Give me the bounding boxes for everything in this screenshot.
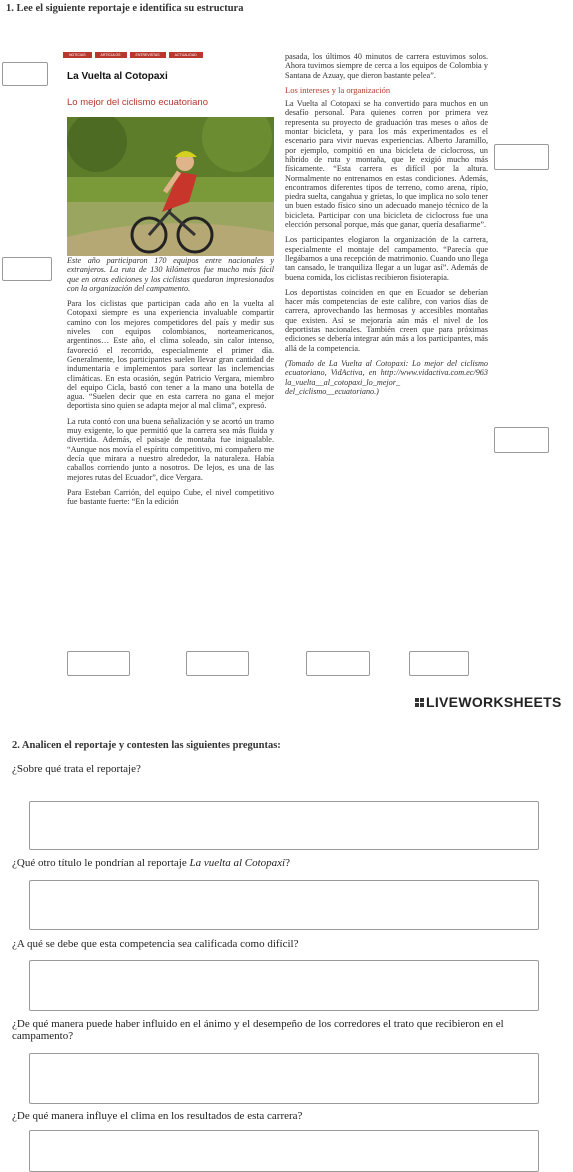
nav-item: ENTREVISTAS — [130, 52, 166, 58]
structure-answer-box-5[interactable] — [67, 651, 130, 676]
structure-answer-box-8[interactable] — [409, 651, 469, 676]
section-2-title: 2. Analicen el reportaje y contesten las siguientes preguntas: — [12, 740, 281, 751]
photo-caption: Este año participaron 170 equipos entre nacionales y extranjeros. La ruta de 130 kilómetros fue mucho más fácil que en otras ediciones y los ciclistas quedaron impresionados con la organización del campamento. — [67, 256, 274, 293]
article-brand: La Vuelta al Cotopaxi — [67, 71, 168, 82]
watermark-text: LIVEWORKSHEETS — [426, 694, 562, 710]
structure-answer-box-4[interactable] — [494, 427, 549, 453]
structure-answer-box-1[interactable] — [2, 62, 48, 86]
section-1-title: 1. Lee el siguiente reportaje e identifica su estructura — [6, 3, 244, 14]
answer-field-2[interactable] — [29, 880, 539, 930]
article-paragraph: Los deportistas coinciden en que en Ecuador se deberían hacer más competencias de este calibre, con varios días de carrera, aprovechando las hermosas y accesibles montañas que existen. Así se mejoraría aún más el nivel de los deportistas nacionales. También creen que para próximas ediciones se debería integrar aún más a los participantes, más allá de la competencia. — [285, 287, 488, 353]
structure-answer-box-2[interactable] — [2, 257, 52, 281]
question-1: ¿Sobre qué trata el reportaje? — [12, 763, 141, 775]
article-left-column — [67, 256, 274, 512]
article-nav-bar — [63, 52, 203, 58]
answer-field-1[interactable] — [29, 801, 539, 850]
article-paragraph: La Vuelta al Cotopaxi se ha convertido para muchos en un desafío personal. Para quienes corren por primera vez representa su proyecto de graduación tras meses o años de montar bicicleta, y para los más experimentados es el escenario para vivir nuevas experiencias. Alberto Jaramillo, por ejemplo, compitió en una bicicleta de ciclocross, un híbrido de ruta y montaña, que le exigió mucho más físicamente. “Esta carrera es difícil por la altura. Normalmente no entrenamos en estas condiciones. Además, encontramos diferentes tipos de terreno, como arena, ripio, piedra suelta, cangahua y grietas, lo que implica no solo tener un buen estado físico sino un adecuado manejo técnico de la bicicleta. Participar con una bicicleta de ciclocross fue una elección personal porque, más que ganar, quería desafiarme”. — [285, 99, 488, 230]
answer-field-4[interactable] — [29, 1053, 539, 1104]
article-right-column — [285, 52, 488, 402]
question-2-end: ? — [285, 857, 290, 869]
structure-answer-box-3[interactable] — [494, 144, 549, 170]
article-paragraph: Para Esteban Carrión, del equipo Cube, el nivel competitivo fue bastante fuerte: “En la edición — [67, 487, 274, 507]
article-paragraph: La ruta contó con una buena señalización y se acortó un tramo muy exigente, lo que permitió que la carrera sea más fluida y divertida. Además, el paisaje de montaña fue inigualable. “Aunque nos movía el espíritu competitivo, mi compañero me decía que mirara a nuestro alrededor, la naturaleza. Había caballos corriendo junto a nosotros. De lejos, es una de las mejores rutas del Ecuador”, dice Vergara. — [67, 416, 274, 482]
article-paragraph: Para los ciclistas que participan cada año en la vuelta al Cotopaxi siempre es una experiencia invaluable compartir camino con los mejores competidores del país y medir sus niveles con equipos colombianos, norteamericanos, argentinos… Este año, el clima soleado, sin calor intenso, favoreció el recorrido, especialmente el primer día. Generalmente, los participantes suelen llevar gran cantidad de indumentaria e implementos para sortear las inclemencias climáticas. En esta ocasión, según Patricio Vergara, miembro del equipo Cicla, bastó con tener a la mano una botella de agua. “Suelen decir que en esta carrera no gana el mejor deportista sino quien se adapta mejor al mal clima”, expresó. — [67, 299, 274, 411]
article-subtitle: Lo mejor del ciclismo ecuatoriano — [67, 97, 208, 108]
nav-item: NOTICIAS — [63, 52, 92, 58]
nav-item: ARTÍCULOS — [95, 52, 127, 58]
article-paragraph: pasada, los últimos 40 minutos de carrera estuvimos solos. Ahora tuvimos siempre de cerca a los equipos de Colombia y Santana de Azuay, que dieron bastante pelea”. — [285, 52, 488, 80]
nav-item: ACTUALIDAD — [169, 52, 203, 58]
article-paragraph: Los participantes elogiaron la organización de la carrera, especialmente el montaje del campamento. “Parecía que llegábamos a una recepción de matrimonio. Cuando uno llega tan cansado, le tranquiliza llegar a un lugar así”. Además de buena comida, los ciclistas recibieron fisioterapia. — [285, 235, 488, 282]
question-5: ¿De qué manera influye el clima en los resultados de esta carrera? — [12, 1110, 303, 1122]
cyclist-photo — [67, 117, 274, 256]
question-2-title-italic: La vuelta al Cotopaxi — [189, 857, 286, 869]
question-3: ¿A qué se debe que esta competencia sea calificada como difícil? — [12, 938, 299, 950]
answer-field-3[interactable] — [29, 960, 539, 1011]
article-source: (Tomado de La Vuelta al Cotopaxi: Lo mejor del ciclismo ecuatoriano, VidActiva, en http://www.vidactiva.com.ec/963 la_vuelta__al_cotopaxi_lo_mejor_ del_ciclismo__ecuatoriano.) — [285, 358, 488, 396]
question-2 — [12, 857, 290, 869]
question-2-text: ¿Qué otro título le pondrían al reportaje — [12, 857, 190, 869]
liveworksheets-watermark — [415, 694, 562, 710]
question-4: ¿De qué manera puede haber influido en el ánimo y el desempeño de los corredores el trato que recibieron en el campamento? — [12, 1018, 504, 1042]
structure-answer-box-6[interactable] — [186, 651, 249, 676]
section-heading: Los intereses y la organización — [285, 84, 391, 95]
answer-field-5[interactable] — [29, 1130, 539, 1172]
structure-answer-box-7[interactable] — [306, 651, 370, 676]
liveworksheets-logo-icon — [415, 698, 424, 708]
